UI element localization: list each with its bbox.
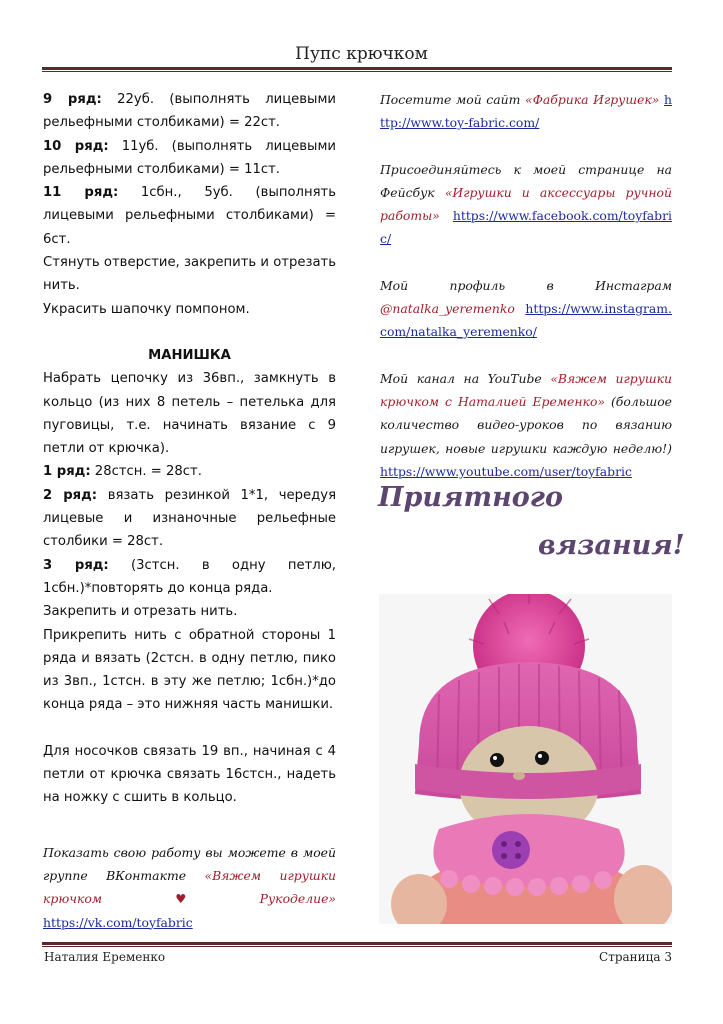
- row-label: 3 ряд:: [43, 557, 109, 573]
- right-column: [380, 88, 672, 506]
- attach-text: Прикрепить нить с обратной стороны 1 ряда и вязать (2стсн. в одну петлю, пико из 3вп., 1стсн. в эту же петлю; 1сбн.)*до конца ряда – это нижняя часть манишки.: [43, 627, 336, 713]
- greeting-line-1: Приятного: [378, 482, 563, 513]
- footer-page-number: Страница 3: [599, 950, 672, 964]
- row-text: (3стсн. в одну петлю, 1сбн.)*повторять до конца ряда.: [43, 557, 336, 596]
- yt-description: (большое количество видео-уроков по вязанию игрушек, новые игрушки каждую неделю!): [380, 393, 672, 456]
- footer-rule: [42, 942, 672, 945]
- row-label: 1 ряд:: [43, 464, 91, 480]
- fb-name: «Игрушки и аксессуары ручной работы»: [380, 184, 672, 224]
- row-text: 11уб. (выполнять лицевыми рельефными столбиками) = 11ст.: [43, 138, 336, 177]
- ig-paragraph: [380, 274, 672, 344]
- yt-link[interactable]: https://www.youtube.com/user/toyfabric: [380, 463, 632, 479]
- greeting-line-2: вязания!: [538, 530, 685, 561]
- row-text: 28стсн. = 28ст.: [90, 464, 202, 480]
- row-label: 9 ряд:: [43, 92, 102, 107]
- footer-rule-thin: [42, 946, 672, 947]
- row-label: 2 ряд:: [43, 487, 98, 503]
- footer-author: Наталия Еременко: [44, 950, 166, 964]
- socks-text: Для носочков связать 19 вп., начиная с 4 петли от крючка связать 16стсн., надеть на ножку с сшить в кольцо.: [43, 743, 336, 806]
- header-rule: [42, 67, 672, 70]
- site-paragraph: [380, 88, 672, 135]
- row-text: вязать резинкой 1*1, чередуя лицевые и изнаночные рельефные столбики = 28ст.: [43, 487, 336, 550]
- vk-group-name: «Вяжем игрушки крючком♥Рукоделие»: [43, 867, 336, 907]
- fb-link[interactable]: https://www.facebook.com/toyfabric/: [380, 208, 672, 247]
- row-3: [43, 554, 336, 601]
- right-eye: [535, 751, 549, 765]
- button-icon: [492, 831, 530, 869]
- row-text: 1сбн., 5уб. (выполнять лицевыми рельефными столбиками) = 6ст.: [43, 185, 336, 247]
- left-column: [43, 88, 336, 934]
- site-text: Посетите мой сайт: [380, 92, 525, 107]
- row-text: 22уб. (выполнять лицевыми рельефными столбиками) = 22ст.: [43, 92, 336, 131]
- row-1: [43, 460, 336, 483]
- row-2: [43, 484, 336, 554]
- left-eye: [490, 753, 504, 767]
- ig-link[interactable]: https://www.instagram.com/natalka_yeremenko/: [380, 301, 672, 340]
- yt-name: «Вяжем игрушки крючком с Наталией Еременко»: [380, 370, 672, 409]
- header-rule-thin: [42, 71, 672, 72]
- vk-text: Показать свою работу вы можете в моей группе ВКонтакте: [43, 844, 336, 883]
- ig-name: @natalka_yeremenko: [380, 301, 515, 317]
- section-title: МАНИШКА: [148, 347, 231, 363]
- yt-text: Мой канал на YouTube: [380, 370, 551, 386]
- yt-paragraph: [380, 367, 672, 483]
- site-name: «Фабрика Игрушек»: [525, 92, 660, 107]
- fb-paragraph: [380, 158, 672, 251]
- tighten-text: Стянуть отверстие, закрепить и отрезать нить.: [43, 255, 336, 294]
- decorate-text: Украсить шапочку помпоном.: [43, 301, 250, 317]
- ig-text: Мой профиль в Инстаграм: [380, 277, 672, 293]
- doll-illustration: [379, 594, 672, 924]
- fasten-text: Закрепить и отрезать нить.: [43, 604, 238, 620]
- row-10: [43, 135, 336, 182]
- chain-text: Набрать цепочку из 36вп., замкнуть в кольцо (из них 8 петель – петелька для пуговицы, т.е. начинать вязание с 9 петли от крючка).: [43, 371, 336, 457]
- doll-photo: [379, 594, 672, 924]
- row-label: 11 ряд:: [43, 185, 119, 201]
- page-header: Пупс крючком: [295, 44, 428, 64]
- vk-paragraph: [43, 841, 336, 934]
- fb-text: Присоединяйтесь к моей странице на Фейсбук: [380, 161, 672, 200]
- row-label: 10 ряд:: [43, 138, 109, 154]
- vk-link[interactable]: https://vk.com/toyfabric: [43, 914, 193, 930]
- row-9: [43, 88, 336, 135]
- row-11: [43, 181, 336, 251]
- site-link[interactable]: http://www.toy-fabric.com/: [380, 92, 672, 131]
